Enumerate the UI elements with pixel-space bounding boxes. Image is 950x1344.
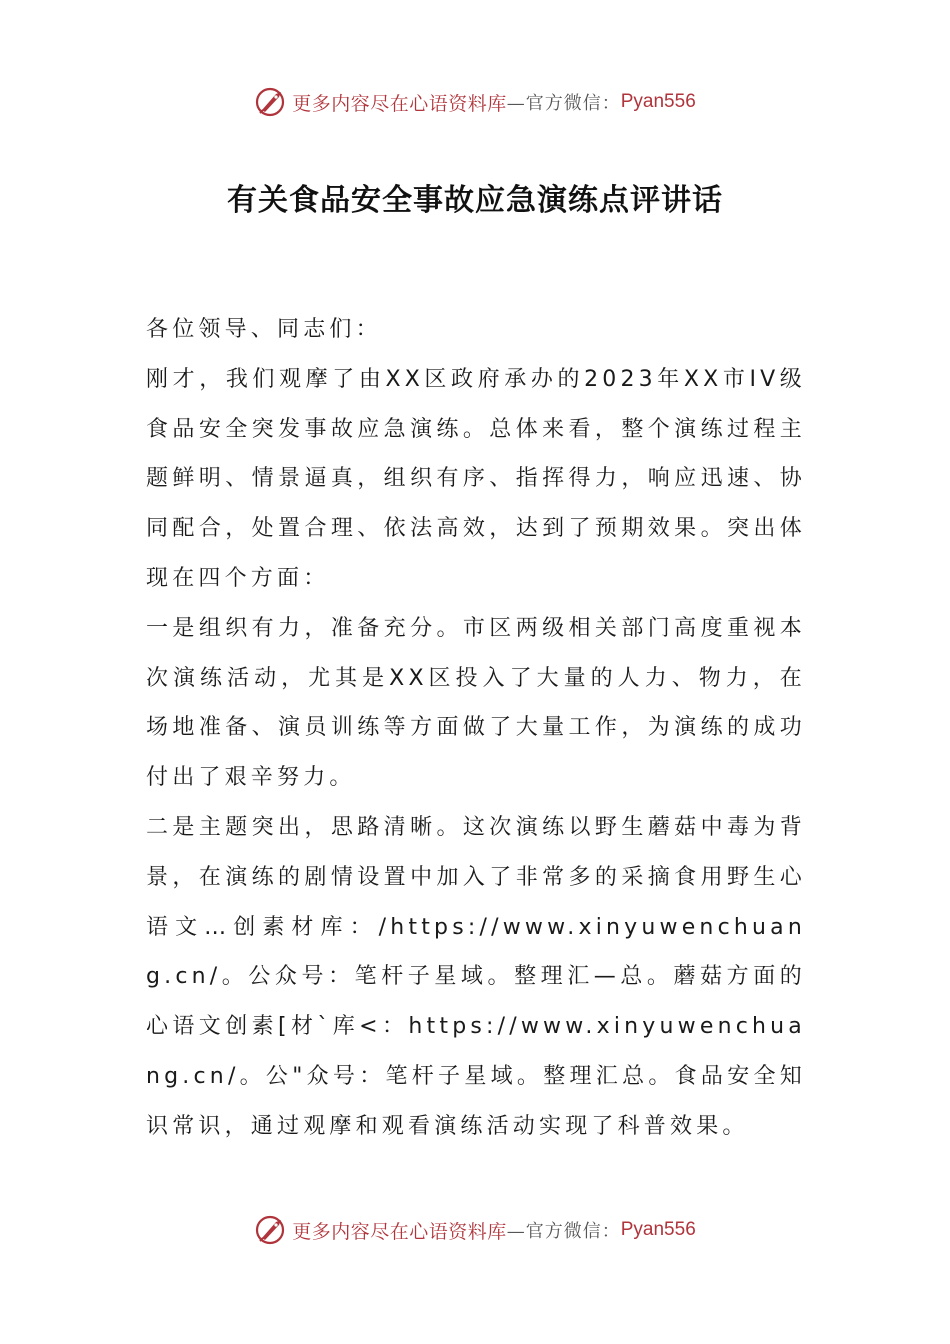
footer-wechat-id: Pyan556 xyxy=(620,1219,696,1240)
pen-nib-logo-icon xyxy=(254,85,288,119)
paragraph-overview: 刚才，我们观摩了由XX区政府承办的2023年XX市IV级食品安全突发事故应急演练。总体来看，整个演练过程主题鲜明、情景逼真，组织有序、指挥得力，响应迅速、协同配合，处置合理、依法高效，达到了预期效果。突出体现在四个方面： xyxy=(146,366,806,591)
paragraph-salutation: 各位领导、同志们： xyxy=(146,317,382,342)
banner-contact-label: —官方微信： xyxy=(506,93,621,114)
pen-nib-logo-icon xyxy=(254,1213,288,1247)
banner-wechat-id: Pyan556 xyxy=(620,91,696,112)
document-title: 有关食品安全事故应急演练点评讲话 xyxy=(227,183,723,218)
header-banner xyxy=(0,82,950,122)
banner-slogan: 更多内容尽在心语资料库 xyxy=(292,92,507,115)
paragraph-point-two: 二是主题突出，思路清晰。这次演练以野生蘑菇中毒为背景，在演练的剧情设置中加入了非常多的采摘食用野生心语文…创素材库：/https://www.xinyuwenchuang.cn/。公众号：笔杆子星域。整理汇—总。蘑菇方面的心语文创素[材`库<：https://www.xinyuwenchuang.cn/。公"众号：笔杆子星域。整理汇总。食品安全知识常识，通过观摩和观看演练活动实现了科普效果。 xyxy=(146,814,806,1139)
footer-banner xyxy=(0,1210,950,1250)
document-body xyxy=(146,305,806,1152)
footer-slogan: 更多内容尽在心语资料库 xyxy=(292,1220,507,1243)
footer-contact-label: —官方微信： xyxy=(506,1221,621,1242)
paragraph-point-one: 一是组织有力，准备充分。市区两级相关部门高度重视本次演练活动，尤其是XX区投入了大量的人力、物力，在场地准备、演员训练等方面做了大量工作，为演练的成功付出了艰辛努力。 xyxy=(146,615,806,791)
